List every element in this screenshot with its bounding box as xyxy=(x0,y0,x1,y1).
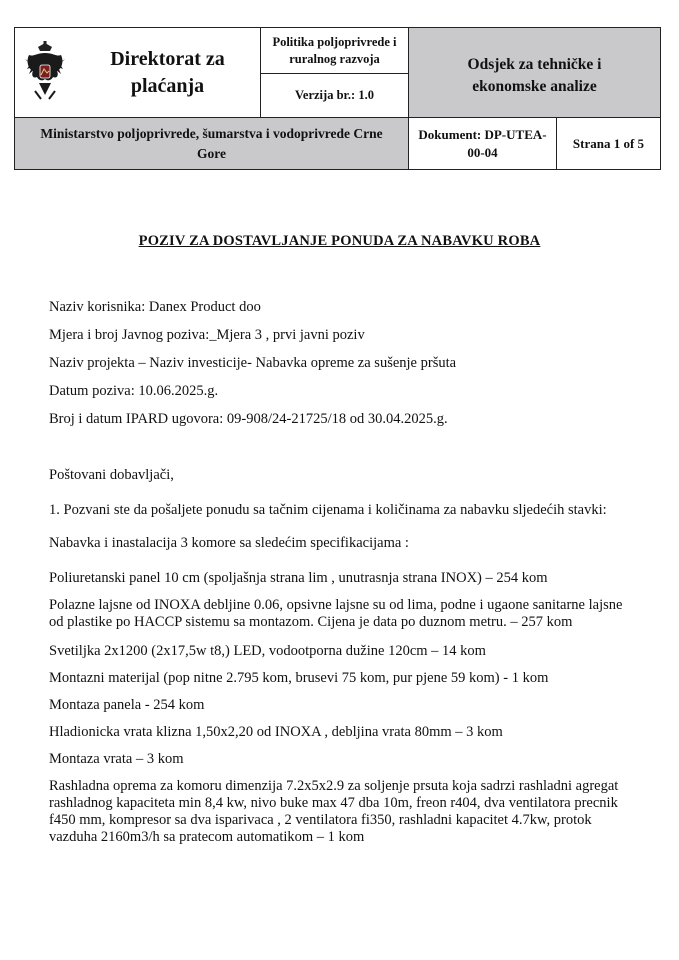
page-number-cell: Strana 1 of 5 xyxy=(572,135,645,151)
detail-ipard-contract: Broj i datum IPARD ugovora: 09-908/24-21725/18 od 30.04.2025.g. xyxy=(49,411,448,427)
ministry-line1: Ministarstvo poljoprivrede, šumarstva i vodoprivrede Crne xyxy=(40,125,383,141)
policy-cell xyxy=(261,28,409,74)
document-number-cell xyxy=(409,118,557,169)
detail-call-date: Datum poziva: 10.06.2025.g. xyxy=(49,383,219,399)
detail-public-call: Mjera i broj Javnog poziva:_Mjera 3 , prvi javni poziv xyxy=(49,327,365,343)
spec-item-trims-line: od plastike po HACCP sistemu sa montazom. Cijena je data po duznom metru. – 257 kom xyxy=(49,614,573,630)
version-cell: Verzija br.: 1.0 xyxy=(261,74,409,118)
document-title: POZIV ZA DOSTAVLJANJE PONUDA ZA NABAVKU ROBA xyxy=(138,233,541,249)
spec-item-doors: Hladionicka vrata klizna 1,50x2,20 od INOXA , debljina vrata 80mm – 3 kom xyxy=(49,724,503,740)
detail-project-name: Naziv projekta – Naziv investicije- Nabavka opreme za sušenje pršuta xyxy=(49,355,457,371)
spec-item-mounting-material: Montazni materijal (pop nitne 2.795 kom, brusevi 75 kom, pur pjene 59 kom) - 1 kom xyxy=(49,670,549,686)
department-line2: ekonomske analize xyxy=(472,77,597,95)
coat-of-arms-icon xyxy=(23,41,67,105)
document-number-line1: Dokument: DP-UTEA- xyxy=(418,126,547,142)
spec-item-trims xyxy=(49,597,629,631)
ministry-cell xyxy=(15,118,409,169)
logo-cell xyxy=(15,28,75,118)
greeting: Poštovani dobavljači, xyxy=(49,467,174,483)
department-cell xyxy=(409,28,660,118)
spec-item-door-mounting: Montaza vrata – 3 kom xyxy=(49,751,184,767)
department-line1: Odsjek za tehničke i xyxy=(467,55,602,73)
detail-beneficiary: Naziv korisnika: Danex Product doo xyxy=(49,299,261,315)
procurement-intro: Nabavka i inastalacija 3 komore sa sledećim specifikacijama : xyxy=(49,535,409,551)
spec-item-refrigeration-line: rashladnog kapaciteta min 8,4 kw, nivo buke max 47 dba 10m, freon r404, dva ventilatora precnik xyxy=(49,795,618,811)
spec-item-refrigeration-line: Rashladna oprema za komoru dimenzija 7.2x5x2.9 za soljenje prsuta koja sadrzi rashladni agregat xyxy=(49,778,619,794)
spec-item-lamp: Svetiljka 2x1200 (2x17,5w t8,) LED, vodootporna dužine 120cm – 14 kom xyxy=(49,643,486,659)
directorate-title-line1: Direktorat za xyxy=(110,47,225,70)
directorate-title-line2: plaćanja xyxy=(130,74,205,97)
policy-line1: Politika poljoprivrede i xyxy=(272,34,397,49)
ministry-line2: Gore xyxy=(196,145,226,161)
document-number-line2: 00-04 xyxy=(467,144,498,160)
spec-item-trims-line: Polazne lajsne od INOXA debljine 0.06, opsivne lajsne su od lima, podne i ugaone sanitarne lajsne xyxy=(49,597,623,613)
document-header-table xyxy=(14,27,661,170)
spec-item-panel-mounting: Montaza panela - 254 kom xyxy=(49,697,205,713)
directorate-title xyxy=(75,28,261,118)
policy-line2: ruralnog razvoja xyxy=(289,51,380,66)
invitation-item-1: 1. Pozvani ste da pošaljete ponudu sa tačnim cijenama i količinama za nabavku sljedećih stavki: xyxy=(49,502,607,518)
spec-item-refrigeration-line: vazduha 2160m3/h sa pratecom automatikom – 1 kom xyxy=(49,829,365,845)
spec-item-refrigeration xyxy=(49,778,629,846)
spec-item-refrigeration-line: f450 mm, kompresor sa dva isparivaca , 2 ventilatora fi350, rashladni kapacitet 4.7kw, protok xyxy=(49,812,592,828)
spec-item-panel: Poliuretanski panel 10 cm (spoljašnja strana lim , unutrasnja strana INOX) – 254 kom xyxy=(49,570,548,586)
